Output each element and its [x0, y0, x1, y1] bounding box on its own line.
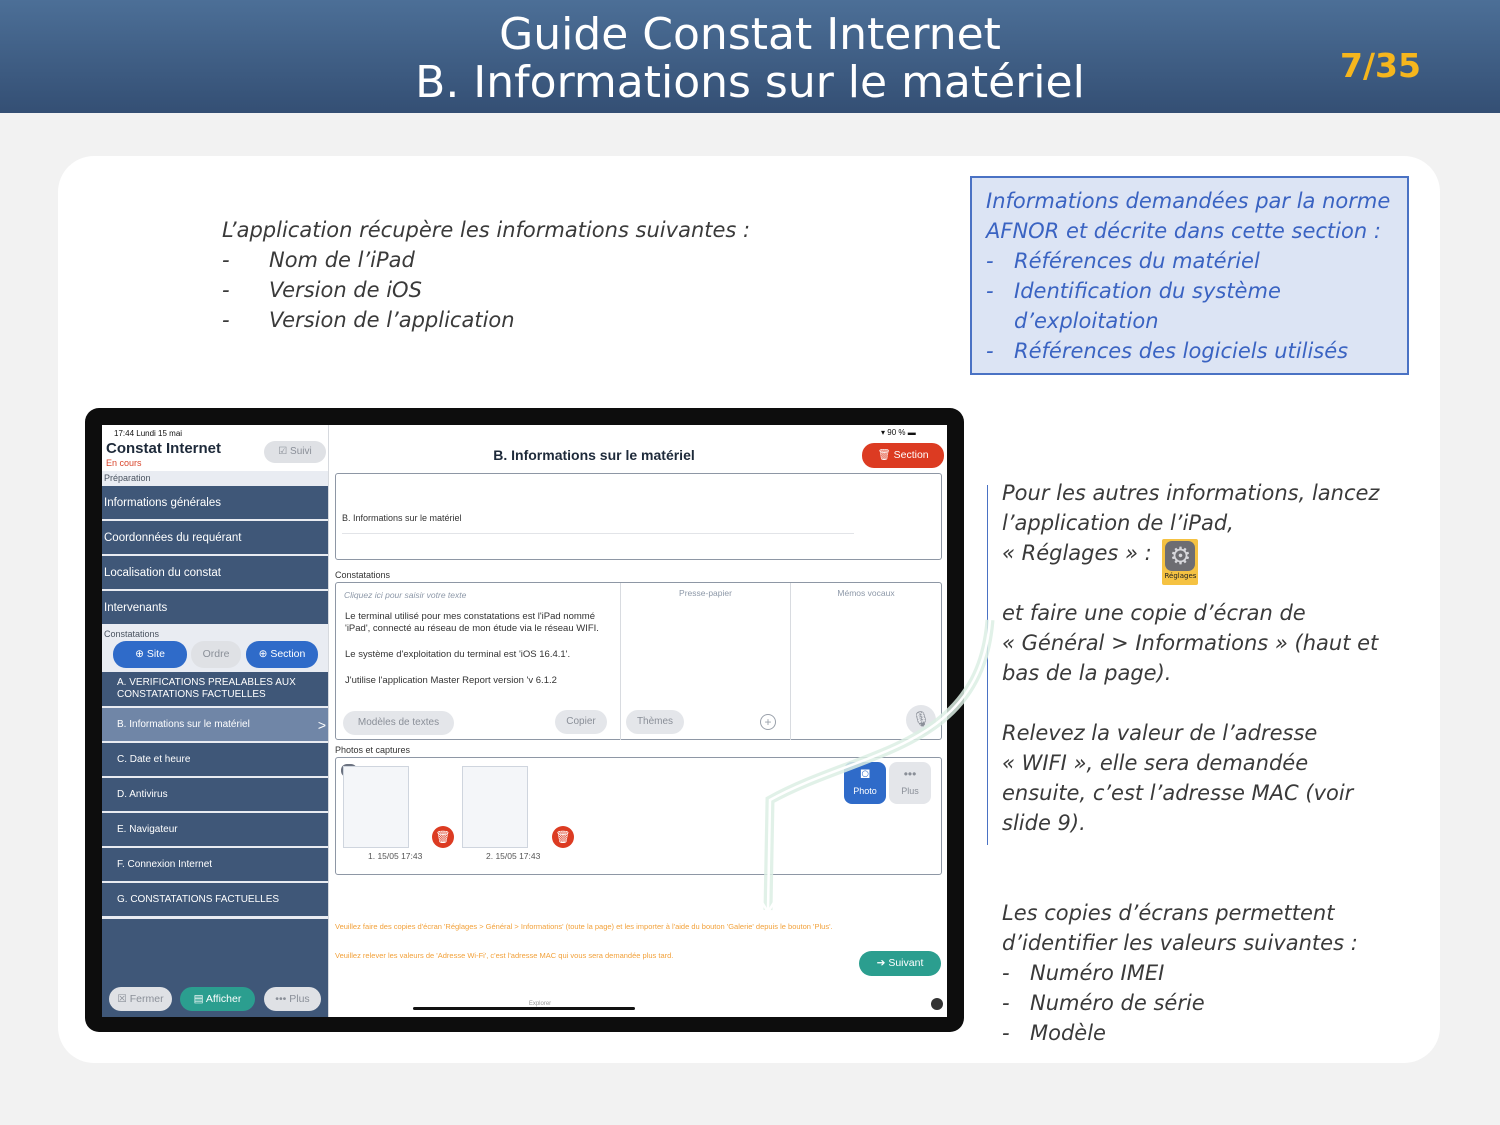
- item-label: B. Informations sur le matériel: [117, 719, 250, 730]
- text-paragraph: J'utilise l'application Master Report version 'v 6.1.2: [345, 675, 557, 686]
- sidebar-item-coordonnees[interactable]: Coordonnées du requérant: [102, 521, 328, 555]
- photo-caption: 1. 15/05 17:43: [368, 851, 423, 861]
- sidebar: [102, 425, 328, 1017]
- infobox-line: Informations demandées par la norme: [986, 189, 1391, 213]
- text-line: Les copies d’écrans permettent: [1002, 901, 1335, 925]
- modeles-textes-button[interactable]: Modèles de textes: [343, 711, 454, 735]
- button-label: Afficher: [205, 993, 242, 1005]
- arrow-glow: [768, 620, 990, 910]
- arrow-overlay: [740, 610, 1000, 930]
- item-label: CONSTATATIONS FACTUELLES: [117, 689, 266, 700]
- sidebar-item-section-e[interactable]: E. Navigateur: [102, 813, 328, 847]
- field-underline: [342, 533, 854, 534]
- photo-thumbnail-2[interactable]: [462, 766, 528, 848]
- intro-text: L’application récupère les informations suivantes : - Nom de l’iPad - Version de iOS - Version de l’application: [222, 215, 750, 335]
- slide-header: [0, 0, 1500, 113]
- text-line: slide 9).: [1002, 811, 1086, 835]
- button-label: Plus: [289, 993, 310, 1005]
- button-label: Plus: [901, 786, 919, 796]
- app-state: En cours: [106, 458, 142, 468]
- infobox-line: AFNOR et décrite dans cette section :: [986, 219, 1381, 243]
- infobox-item: Références du matériel: [1014, 249, 1260, 273]
- more-icon: •••: [903, 767, 917, 781]
- afficher-button[interactable]: ▤ Afficher: [180, 987, 255, 1011]
- intro-item: Version de iOS: [269, 278, 422, 302]
- button-label: Suivant: [888, 957, 924, 969]
- intro-item: Nom de l’iPad: [269, 248, 415, 272]
- wifi-paragraph: [1002, 718, 1442, 838]
- sidebar-item-section-f[interactable]: F. Connexion Internet: [102, 848, 328, 882]
- gear-icon: ⚙: [1165, 541, 1195, 571]
- photo-caption: 2. 15/05 17:43: [486, 851, 541, 861]
- copier-button[interactable]: Copier: [555, 710, 607, 734]
- text-paragraph: Le système d'exploitation du terminal est 'iOS 16.4.1'.: [345, 649, 571, 660]
- sidebar-item-informations-generales[interactable]: Informations générales: [102, 486, 328, 520]
- add-icon[interactable]: +: [760, 714, 776, 730]
- text-line: bas de la page).: [1002, 661, 1172, 685]
- text-line: l’application de l’iPad,: [1002, 511, 1234, 535]
- infobox-item: Références des logiciels utilisés: [1014, 339, 1349, 363]
- trash-icon[interactable]: 🗑: [552, 826, 574, 848]
- suivant-button[interactable]: ➔ Suivant: [859, 951, 941, 976]
- text-line: d’identifier les valeurs suivantes :: [1002, 931, 1358, 955]
- item-label: A. VERIFICATIONS PREALABLES AUX: [117, 677, 296, 688]
- button-label: Section: [893, 449, 929, 461]
- memos-vocaux-header: Mémos vocaux: [837, 588, 895, 598]
- sidebar-item-section-a[interactable]: [102, 672, 328, 707]
- arrow-line: [768, 620, 990, 910]
- afnor-info-box: Informations demandées par la norme AFNOR et décrite dans cette section : - Références du matériel - Identification du système d’exploitation - Références des logiciels utilisés: [970, 176, 1409, 375]
- button-label: Site: [146, 648, 165, 660]
- text-paragraph: Le terminal utilisé pour mes constatations est l'iPad nommé 'iPad', connecté au réseau de mon étude via le réseau WIFI.: [345, 611, 599, 634]
- sidebar-item-intervenants[interactable]: Intervenants: [102, 591, 328, 625]
- sidebar-item-section-c[interactable]: C. Date et heure: [102, 743, 328, 777]
- intro-item: Version de l’application: [269, 308, 515, 332]
- microphone-icon[interactable]: 🎙: [906, 705, 936, 735]
- main-title: B. Informations sur le matériel: [493, 447, 695, 463]
- photos-label: Photos et captures: [335, 745, 411, 755]
- sidebar-item-section-g[interactable]: G. CONSTATATIONS FACTUELLES: [102, 883, 328, 917]
- button-label: Fermer: [129, 993, 164, 1005]
- sidebar-item-section-d[interactable]: D. Antivirus: [102, 778, 328, 812]
- text-line: Pour les autres informations, lancez: [1002, 481, 1380, 505]
- battery-level: 90 %: [887, 428, 906, 437]
- page-number: 7/35: [1340, 46, 1421, 85]
- text-line: « Général > Informations » (haut et: [1002, 631, 1379, 655]
- instructions-paragraph: [1002, 478, 1442, 585]
- status-time: 17:44 Lundi 15 mai: [114, 429, 183, 438]
- text-line: « WIFI », elle sera demandée: [1002, 751, 1309, 775]
- chevron-right-icon: >: [317, 717, 326, 733]
- text-line: et faire une copie d’écran de: [1002, 601, 1306, 625]
- suivi-label: Suivi: [290, 446, 312, 457]
- sidebar-item-section-b[interactable]: [102, 708, 328, 742]
- constatations-label: Constatations: [335, 570, 391, 580]
- add-section-button[interactable]: ⊕ Section: [246, 641, 318, 668]
- settings-app-icon: [1162, 539, 1198, 585]
- app-title: Constat Internet: [106, 440, 222, 457]
- status-battery: ▾ 90 % ▬: [881, 428, 916, 437]
- text-line: Relevez la valeur de l’adresse: [1002, 721, 1318, 745]
- sidebar-item-localisation[interactable]: Localisation du constat: [102, 556, 328, 590]
- section-name-field[interactable]: [335, 473, 942, 560]
- add-site-button[interactable]: ⊕ Site: [113, 641, 187, 668]
- section-label: Constatations: [104, 629, 160, 639]
- photo-thumbnail-1[interactable]: [343, 766, 409, 848]
- intro-heading: L’application récupère les informations suivantes :: [222, 218, 751, 242]
- text-input-placeholder[interactable]: Cliquez ici pour saisir votre texte: [344, 590, 467, 600]
- ordre-button[interactable]: Ordre: [191, 641, 241, 668]
- camera-icon: ◙: [860, 765, 870, 782]
- screenshot-paragraph: [1002, 598, 1442, 688]
- value-item: Numéro IMEI: [1030, 961, 1165, 985]
- plus-button[interactable]: ••• Plus: [264, 987, 321, 1011]
- button-label: Photo: [853, 786, 877, 796]
- text-line: « Réglages » :: [1002, 541, 1152, 565]
- trash-icon[interactable]: 🗑: [432, 826, 454, 848]
- copies-paragraph: Les copies d’écrans permettent d’identifier les valeurs suivantes : - Numéro IMEI - Numéro de série - Modèle: [1002, 898, 1442, 1048]
- themes-button[interactable]: Thèmes: [626, 710, 684, 734]
- assistive-touch-icon[interactable]: [931, 998, 943, 1010]
- home-indicator: [413, 1007, 635, 1010]
- hint-text: Veuillez relever les valeurs de 'Adresse Wi-Fi', c'est l'adresse MAC qui vous sera demandée plus tard.: [335, 951, 674, 960]
- fermer-button[interactable]: ☒ Fermer: [109, 987, 172, 1011]
- infobox-item: d’exploitation: [1014, 309, 1159, 333]
- section-label: Préparation: [104, 473, 151, 483]
- infobox-item: Identification du système: [1014, 279, 1281, 303]
- explorer-label: Explorer: [528, 1001, 552, 1007]
- settings-caption: Réglages: [1164, 572, 1197, 580]
- section-name-value: B. Informations sur le matériel: [342, 513, 462, 523]
- slide-subtitle: B. Informations sur le matériel: [415, 57, 1085, 108]
- constatation-text[interactable]: [345, 611, 611, 687]
- presse-papier-header: Presse-papier: [679, 588, 732, 598]
- delete-section-button[interactable]: 🗑 Section: [862, 443, 944, 468]
- hint-text: Veuillez faire des copies d'écran 'Réglages > Général > Informations' (toute la page) et les importer à l'aide du bouton 'Galerie' depuis le bouton 'Plus'.: [335, 922, 833, 931]
- column-divider: [620, 583, 621, 740]
- text-line: ensuite, c’est l’adresse MAC (voir: [1002, 781, 1354, 805]
- suivi-button[interactable]: ☑ Suivi: [264, 441, 326, 463]
- button-label: Section: [270, 648, 306, 660]
- value-item: Numéro de série: [1030, 991, 1205, 1015]
- slide-title: Guide Constat Internet: [499, 9, 1001, 60]
- value-item: Modèle: [1030, 1021, 1106, 1045]
